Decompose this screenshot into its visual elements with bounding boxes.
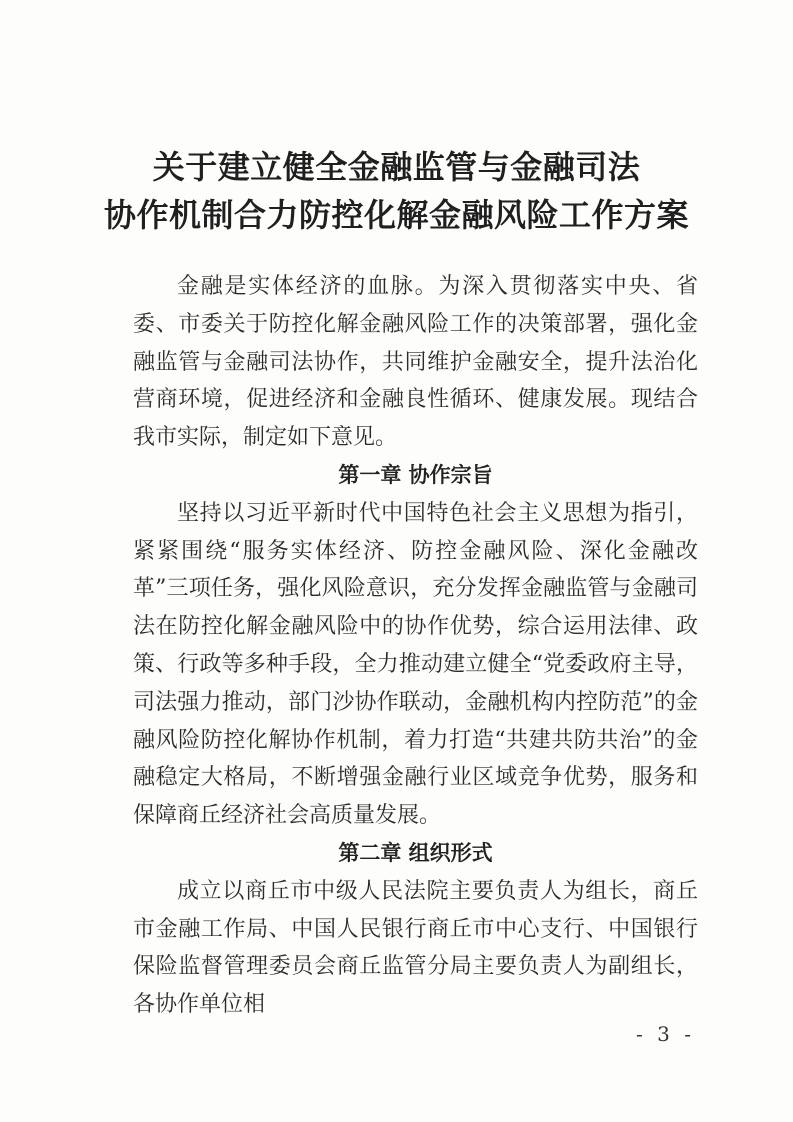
document-body	[133, 268, 698, 1024]
intro-paragraph: 金融是实体经济的血脉。为深入贯彻落实中央、省委、市委关于防控化解金融风险工作的决策部署，强化金融监管与金融司法协作，共同维护金融安全，提升法治化营商环境，促进经济和金融良性循环、健康发展。现结合我市实际，制定如下意见。	[133, 274, 698, 451]
document-title-line-2: 协作机制合力防控化解金融风险工作方案	[103, 196, 689, 234]
document-title-line-1: 关于建立健全金融监管与金融司法	[152, 148, 641, 186]
chapter-1-paragraph: 坚持以习近平新时代中国特色社会主义思想为指引，紧紧围绕“服务实体经济、防控金融风险、深化金融改革”三项任务，强化风险意识，充分发挥金融监管与金融司法在防控化解金融风险中的协作优势，综合运用法律、政策、行政等多种手段，全力推动建立健全“党委政府主导，司法强力推动，部门沙协作联动，金融机构内控防范”的金融风险防控化解协作机制，着力打造“共建共防共治”的金融稳定大格局，不断增强金融行业区域竞争优势，服务和保障商丘经济社会高质量发展。	[133, 500, 698, 829]
chapter-1-heading: 第一章 协作宗旨	[338, 462, 493, 487]
page-number: - 3 -	[636, 1022, 695, 1046]
chapter-2-heading: 第二章 组织形式	[338, 840, 493, 865]
chapter-2-paragraph: 成立以商丘市中级人民法院主要负责人为组长，商丘市金融工作局、中国人民银行商丘市中心支行、中国银行保险监督管理委员会商丘监管分局主要负责人为副组长，各协作单位相	[133, 878, 698, 1018]
